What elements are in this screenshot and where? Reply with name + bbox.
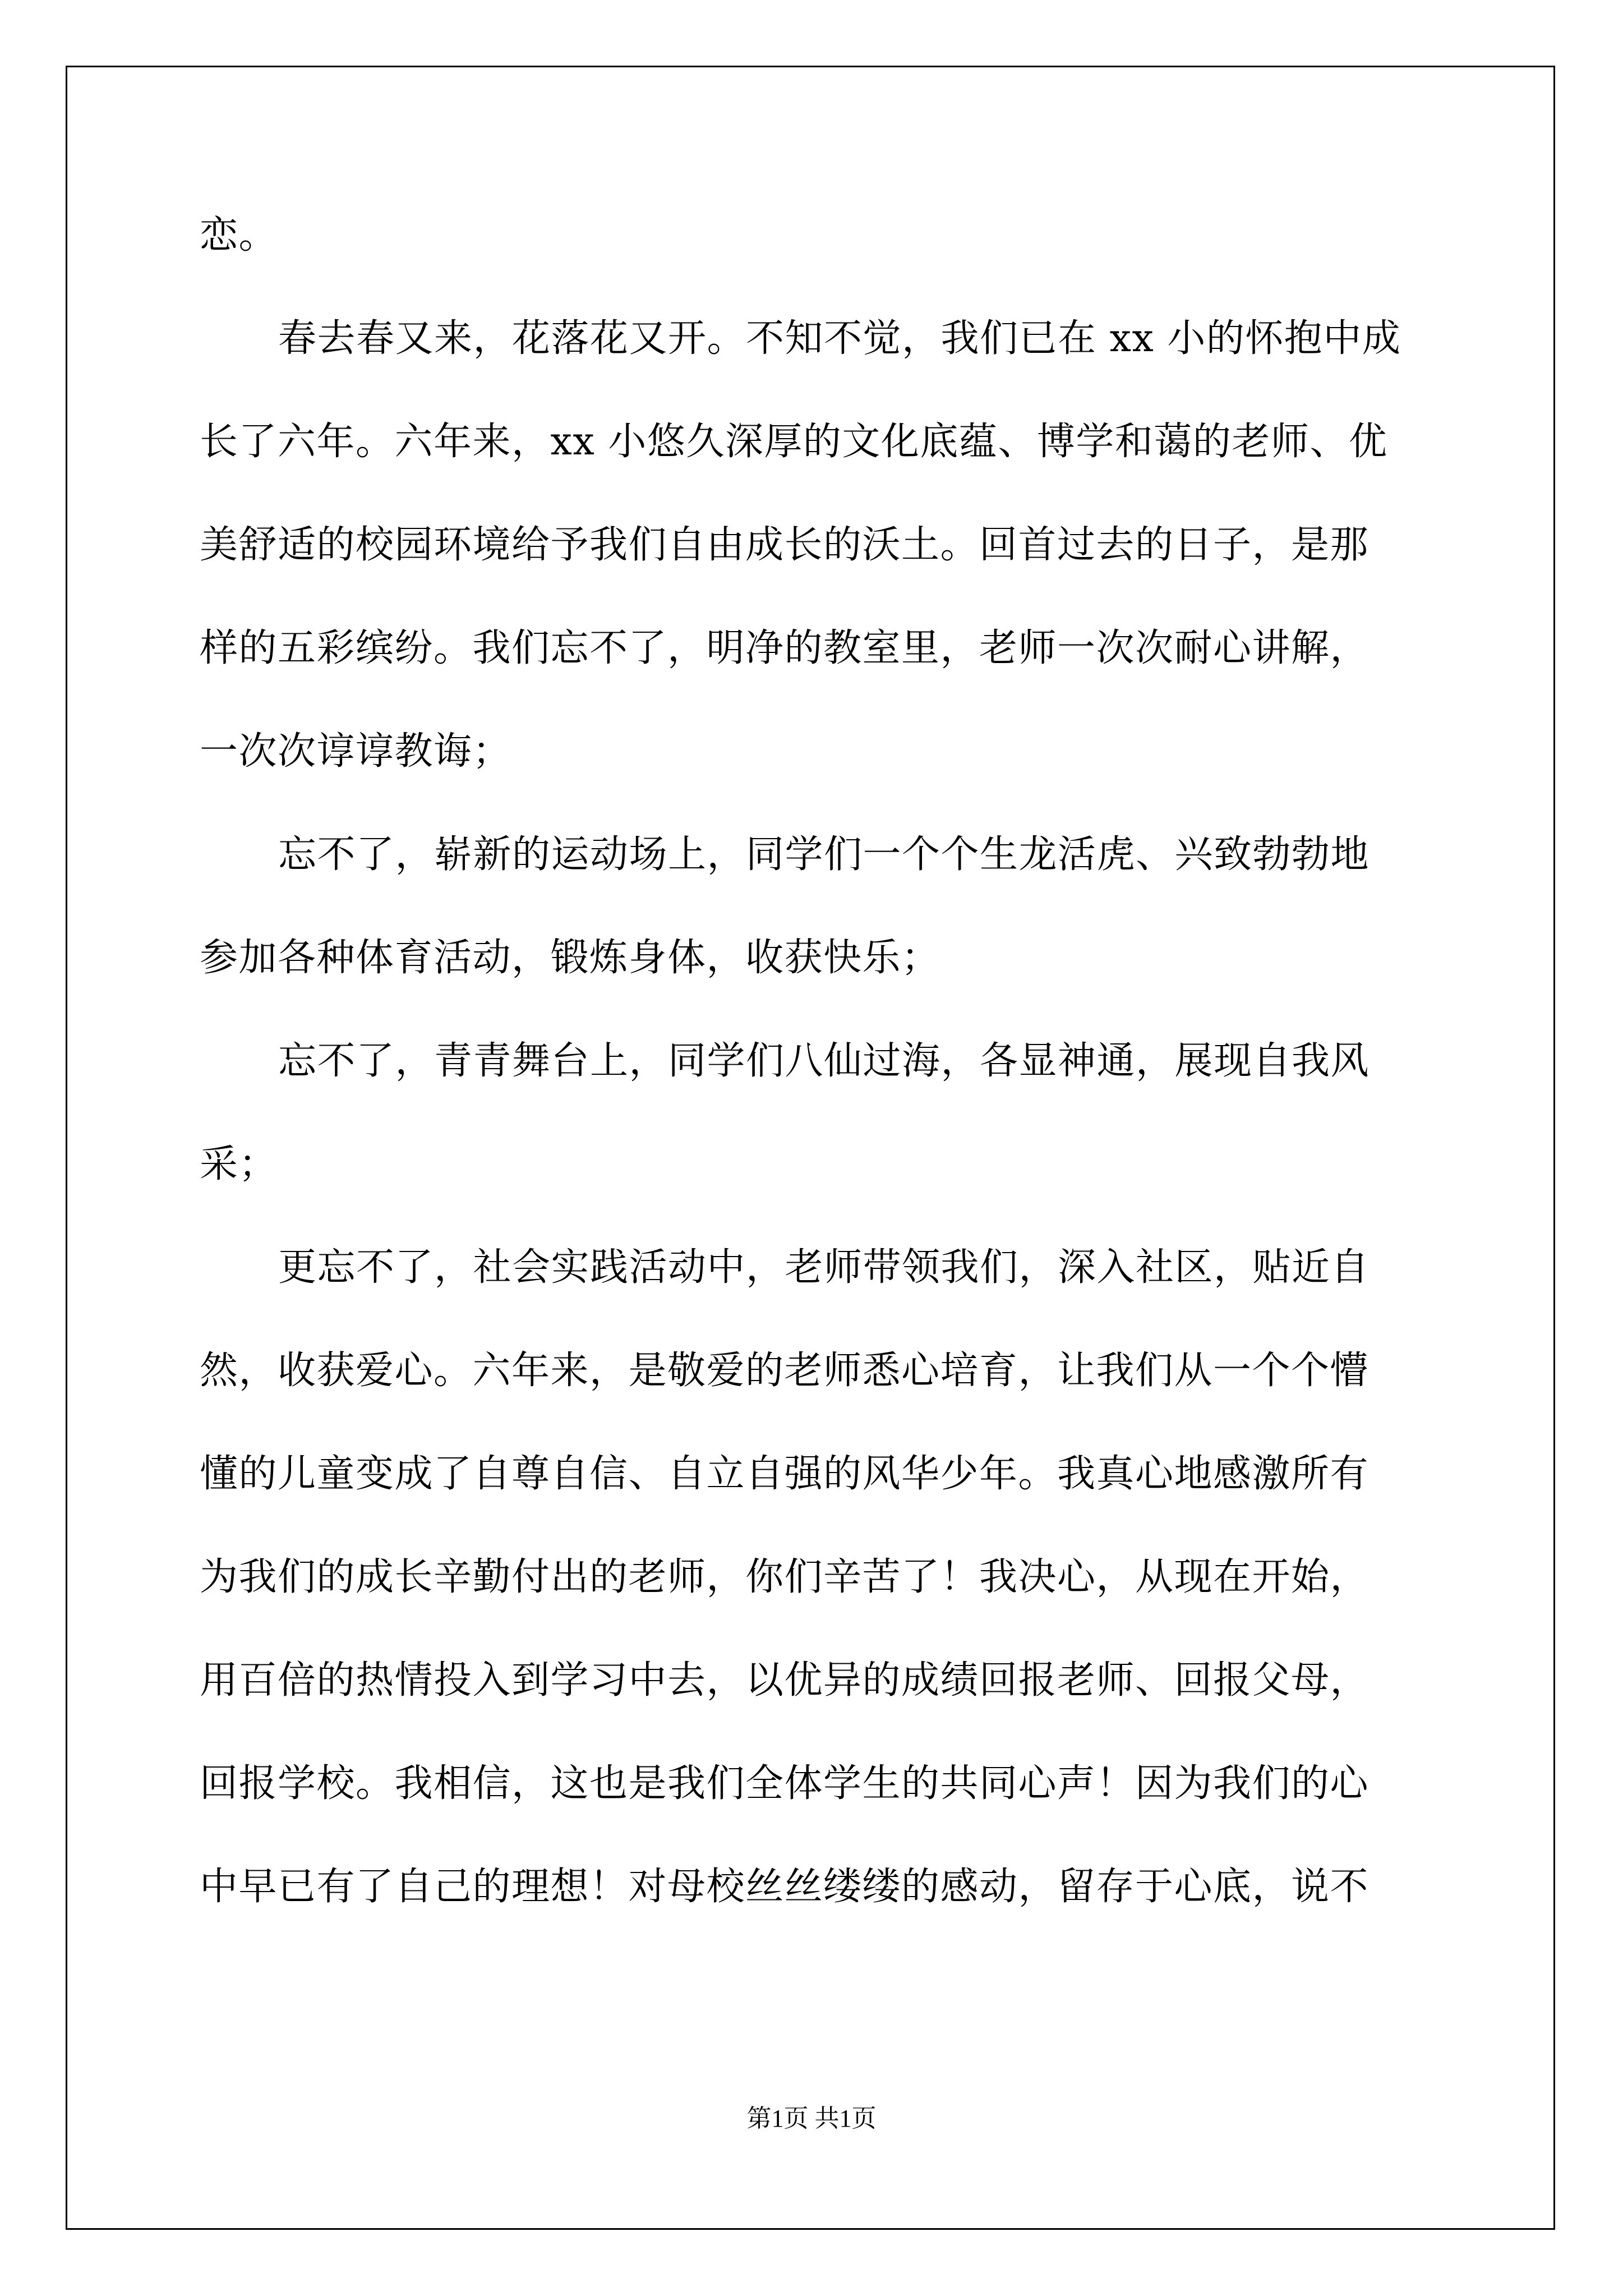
text-line: 采；: [200, 1142, 278, 1186]
text-line: 更忘不了，社会实践活动中，老师带领我们，深入社区，贴近自: [278, 1245, 1370, 1290]
text-line: 一次次谆谆教诲；: [200, 729, 512, 774]
text-line: 懂的儿童变成了自尊自信、自立自强的风华少年。我真心地感激所有: [200, 1452, 1370, 1496]
text-line: 为我们的成长辛勤付出的老师，你们辛苦了！我决心，从现在开始，: [200, 1555, 1370, 1599]
text-line: 然，收获爱心。六年来，是敬爱的老师悉心培育，让我们从一个个懵: [200, 1349, 1370, 1393]
text-line: 恋。: [200, 213, 278, 257]
text-line: 忘不了，青青舞台上，同学们八仙过海，各显神通，展现自我风: [278, 1039, 1370, 1083]
text-line: 回报学校。我相信，这也是我们全体学生的共同心声！因为我们的心: [200, 1761, 1370, 1806]
text-line: 春去春又来，花落花又开。不知不觉，我们已在 xx 小的怀抱中成: [278, 316, 1401, 361]
text-line: 用百倍的热情投入到学习中去，以优异的成绩回报老师、回报父母，: [200, 1658, 1370, 1703]
text-line: 美舒适的校园环境给予我们自由成长的沃土。回首过去的日子，是那: [200, 523, 1370, 567]
text-line: 参加各种体育活动，锻炼身体，收获快乐；: [200, 936, 940, 980]
text-line: 样的五彩缤纷。我们忘不了，明净的教室里，老师一次次耐心讲解，: [200, 626, 1370, 670]
text-line: 中早已有了自己的理想！对母校丝丝缕缕的感动，留存于心底，说不: [200, 1865, 1370, 1909]
page-footer: 第1页 共1页: [746, 2105, 877, 2132]
text-line: 忘不了，崭新的运动场上，同学们一个个生龙活虎、兴致勃勃地: [278, 832, 1370, 877]
text-line: 长了六年。六年来，xx 小悠久深厚的文化底蕴、博学和蔼的老师、优: [200, 420, 1388, 464]
document-body: [200, 202, 1423, 1957]
